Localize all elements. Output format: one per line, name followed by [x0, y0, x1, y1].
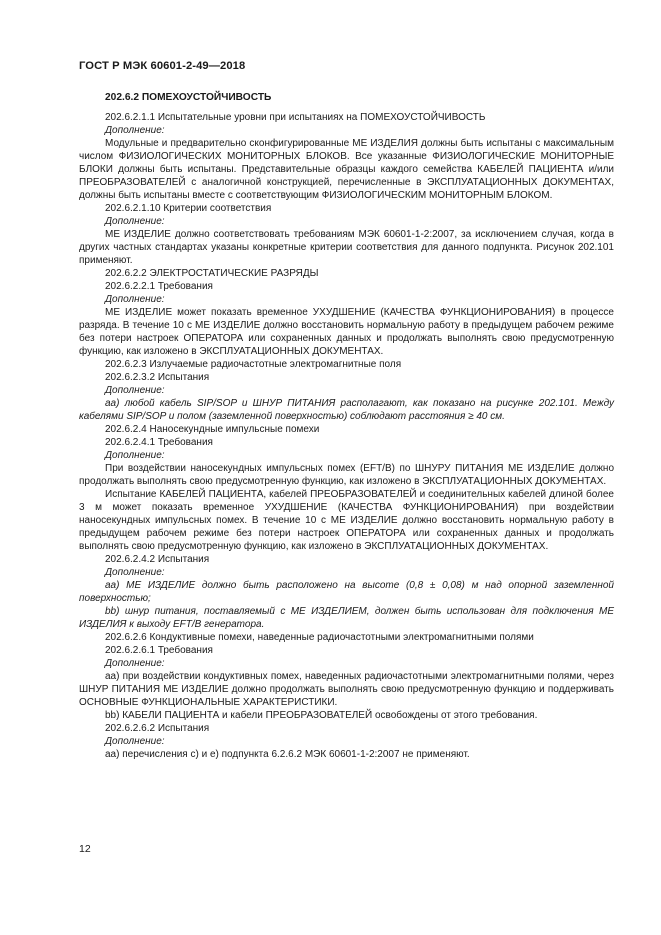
paragraph: Дополнение:: [105, 125, 165, 136]
paragraph: bb) КАБЕЛИ ПАЦИЕНТА и кабели ПРЕОБРАЗОВАТЕЛЕЙ освобождены от этого требования.: [105, 710, 538, 721]
paragraph: Дополнение:: [105, 450, 165, 461]
paragraph: Дополнение:: [105, 294, 165, 305]
paragraph: 202.6.2.6 Кондуктивные помехи, наведенные радиочастотными электромагнитными полями: [105, 632, 534, 643]
paragraph: 202.6.2.4 Наносекундные импульсные помехи: [105, 424, 320, 435]
paragraph: 202.6.2.3 Излучаемые радиочастотные электромагнитные поля: [105, 359, 402, 370]
document-header: ГОСТ Р МЭК 60601-2-49—2018: [79, 60, 246, 72]
paragraph: аа) при воздействии кондуктивных помех, наведенных радиочастотными электромагнитными полями, через ШНУР ПИТАНИЯ МЕ ИЗДЕЛИЕ должно продолжать выполнять свою предусмотренную функцию и поддерживать ОСНОВНЫЕ ФУНКЦИОНАЛЬНЫЕ ХАРАКТЕРИСТИКИ.: [79, 671, 614, 708]
paragraph: 202.6.2.2.1 Требования: [105, 281, 213, 292]
paragraph: Дополнение:: [105, 658, 165, 669]
paragraph: 202.6.2.1.10 Критерии соответствия: [105, 203, 272, 214]
paragraph: МЕ ИЗДЕЛИЕ может показать временное УХУДШЕНИЕ (КАЧЕСТВА ФУНКЦИОНИРОВАНИЯ) в процессе разряда. В течение 10 с МЕ ИЗДЕЛИЕ должно восстановить нормальную работу в предыдущем рабочем режиме без потери настроек ОПЕРАТОРА или сохраненных данных и продолжать выполнять свою предусмотренную функцию, как изложено в ЭКСПЛУАТАЦИОННЫХ ДОКУМЕНТАХ.: [79, 307, 614, 357]
paragraph: Дополнение:: [105, 216, 165, 227]
paragraph: аа) любой кабель SIP/SOP и ШНУР ПИТАНИЯ располагают, как показано на рисунке 202.101. Между кабелями SIP/SOP и полом (заземленной поверхностью) соблюдают расстояния ≥ 40 см.: [79, 398, 614, 422]
paragraph: 202.6.2.4.2 Испытания: [105, 554, 210, 565]
section-title: 202.6.2 ПОМЕХОУСТОЙЧИВОСТЬ: [105, 92, 272, 103]
paragraph: Дополнение:: [105, 736, 165, 747]
paragraph: Испытание КАБЕЛЕЙ ПАЦИЕНТА, кабелей ПРЕОБРАЗОВАТЕЛЕЙ и соединительных кабелей длиной более 3 м может показать временное УХУДШЕНИЕ (КАЧЕСТВА ФУНКЦИОНИРОВАНИЯ) при воздействии наносекундных импульсных помех. В течение 10 с МЕ ИЗДЕЛИЕ должно восстановить нормальную работу в предыдущем рабочем режиме без потери настроек ОПЕРАТОРА или сохраненных данных и продолжать выполнять свою предусмотренную функцию, как изложено в ЭКСПЛУАТАЦИОННЫХ ДОКУМЕНТАХ.: [79, 489, 614, 552]
document-body: [79, 111, 614, 761]
paragraph: При воздействии наносекундных импульсных помех (EFT/B) по ШНУРУ ПИТАНИЯ МЕ ИЗДЕЛИЕ должно продолжать выполнять свою предусмотренную функцию, как изложено в ЭКСПЛУАТАЦИОННЫХ ДОКУМЕНТАХ.: [79, 463, 614, 487]
paragraph: аа) МЕ ИЗДЕЛИЕ должно быть расположено на высоте (0,8 ± 0,08) м над опорной заземленной поверхностью;: [79, 580, 614, 604]
paragraph: Модульные и предварительно сконфигурированные МЕ ИЗДЕЛИЯ должны быть испытаны с максимальным числом ФИЗИОЛОГИЧЕСКИХ МОНИТОРНЫХ БЛОКОВ. Все указанные ФИЗИОЛОГИЧЕСКИЕ МОНИТОРНЫЕ БЛОКИ должны быть испытаны. Представительные образцы каждого семейства КАБЕЛЕЙ ПАЦИЕНТА и/или ПРЕОБРАЗОВАТЕЛЕЙ с аналогичной конструкцией, перечисленные в ЭКСПЛУАТАЦИОННЫХ ДОКУМЕНТАХ, должны быть испытаны вместе с соответствующим ФИЗИОЛОГИЧЕСКИМ МОНИТОРНЫМ БЛОКОМ.: [79, 138, 614, 201]
paragraph: bb) шнур питания, поставляемый с МЕ ИЗДЕЛИЕМ, должен быть использован для подключения МЕ ИЗДЕЛИЯ к выходу EFT/B генератора.: [79, 606, 614, 630]
page-number: 12: [79, 843, 91, 855]
paragraph: 202.6.2.6.2 Испытания: [105, 723, 210, 734]
paragraph: Дополнение:: [105, 385, 165, 396]
paragraph: МЕ ИЗДЕЛИЕ должно соответствовать требованиям МЭК 60601-1-2:2007, за исключением случая, когда в других частных стандартах указаны конкретные критерии соответствия для данного подпункта. Рисунок 202.101 применяют.: [79, 229, 614, 266]
paragraph: 202.6.2.4.1 Требования: [105, 437, 213, 448]
paragraph: 202.6.2.2 ЭЛЕКТРОСТАТИЧЕСКИЕ РАЗРЯДЫ: [105, 268, 319, 279]
paragraph: 202.6.2.6.1 Требования: [105, 645, 213, 656]
paragraph: 202.6.2.3.2 Испытания: [105, 372, 210, 383]
paragraph: Дополнение:: [105, 567, 165, 578]
paragraph: 202.6.2.1.1 Испытательные уровни при испытаниях на ПОМЕХОУСТОЙЧИВОСТЬ: [105, 112, 486, 123]
paragraph: аа) перечисления с) и е) подпункта 6.2.6.2 МЭК 60601-1-2:2007 не применяют.: [105, 749, 470, 760]
